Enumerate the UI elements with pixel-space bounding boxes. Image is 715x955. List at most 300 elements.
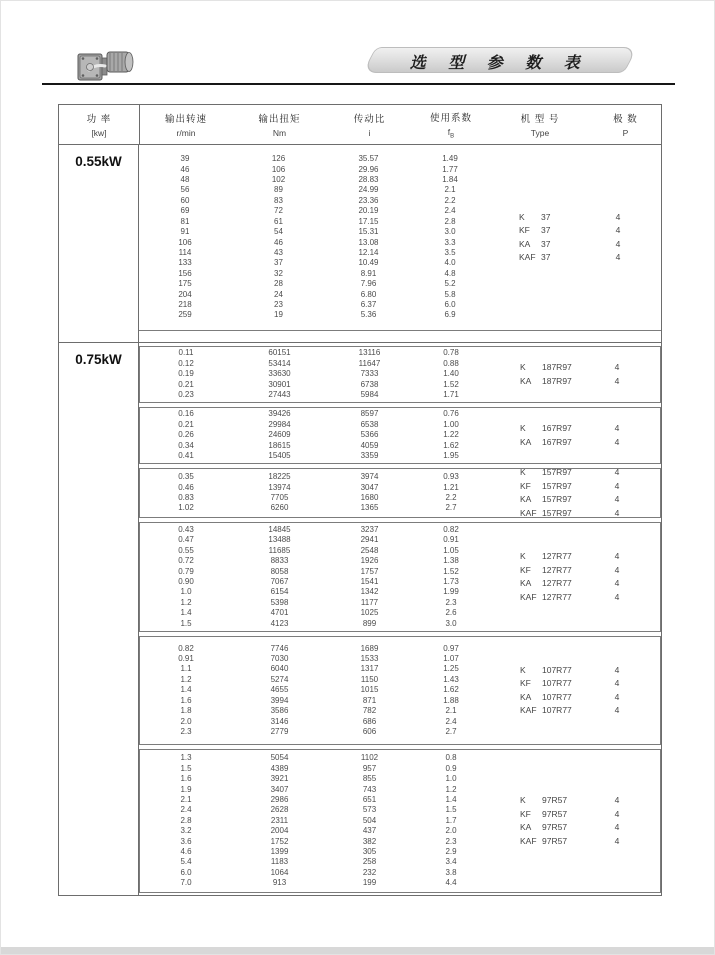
section-blocks (139, 145, 661, 342)
column-unit: Nm (272, 128, 287, 138)
table-row (140, 837, 492, 847)
poles-value: 4 (615, 238, 621, 249)
value-cell: 0.76 (443, 409, 459, 419)
model-size: 37 (541, 211, 551, 222)
block-rows (140, 523, 492, 631)
value-cell: 1689 (360, 643, 379, 653)
value-cell: 29.96 (358, 164, 379, 174)
model-size: 167R97 (542, 423, 572, 433)
table-row (139, 227, 491, 237)
value-cell: 1102 (360, 753, 379, 763)
model-size: 97R57 (542, 795, 568, 805)
block-rows (140, 469, 492, 517)
value-cell: 6.37 (360, 299, 377, 309)
value-cell: 4.8 (444, 268, 456, 278)
table-row (140, 878, 492, 888)
model-size: 37 (541, 238, 551, 249)
value-cell: 7333 (360, 369, 379, 379)
value-cell: 2.7 (445, 726, 457, 736)
value-cell: 13974 (268, 482, 291, 492)
model-prefix: KA (520, 375, 532, 386)
value-cell: 1.73 (443, 577, 459, 586)
value-cell: 5054 (270, 753, 289, 763)
value-cell: 12.14 (358, 247, 379, 257)
model-size: 157R97 (542, 494, 572, 504)
value-cell: 2.4 (180, 805, 192, 815)
poles-value: 4 (614, 578, 620, 588)
table-row (140, 654, 492, 664)
value-cell: 855 (362, 774, 377, 784)
value-cell: 5398 (270, 597, 289, 607)
value-cell: 6.9 (444, 310, 456, 320)
table-row (139, 258, 491, 268)
value-cell: 56 (180, 185, 190, 195)
model-prefix: K (520, 551, 526, 561)
poles-value: 4 (614, 480, 620, 491)
value-cell: 11685 (268, 545, 291, 555)
column-unit: [kw] (91, 128, 107, 138)
model-size: 187R97 (542, 375, 572, 386)
value-cell: 60 (180, 195, 190, 205)
model-prefix: K (520, 467, 526, 477)
model-size: 107R77 (542, 691, 572, 702)
value-cell: 2.1 (180, 794, 192, 804)
value-cell: 27443 (268, 390, 291, 400)
value-cell: 2004 (270, 826, 289, 836)
value-cell: 7030 (270, 654, 289, 664)
value-cell: 0.34 (178, 440, 194, 450)
data-block (139, 636, 661, 745)
value-cell: 4059 (360, 440, 379, 450)
column-label: 机 型 号 (520, 114, 560, 125)
value-cell: 2.4 (445, 716, 457, 726)
value-cell: 1.25 (443, 664, 459, 674)
value-cell: 1.21 (443, 482, 459, 492)
value-cell: 126 (271, 154, 286, 164)
table-row (140, 359, 492, 369)
column-unit: r/min (176, 128, 196, 138)
value-cell: 382 (362, 836, 377, 846)
value-cell: 0.8 (445, 753, 457, 763)
value-cell: 13.08 (358, 237, 379, 247)
type-row (492, 821, 660, 835)
model-prefix: KA (520, 691, 532, 702)
value-cell: 0.93 (443, 472, 459, 482)
column-unit: P (622, 128, 629, 138)
value-cell: 3586 (270, 706, 289, 716)
value-cell: 1.52 (443, 379, 459, 389)
value-cell: 7.96 (360, 279, 377, 289)
block-rows (140, 408, 492, 463)
value-cell: 957 (362, 763, 377, 773)
value-cell: 2.7 (445, 503, 457, 513)
type-row (492, 577, 660, 591)
value-cell: 1365 (360, 503, 379, 513)
type-list (491, 145, 661, 330)
value-cell: 3407 (270, 784, 289, 794)
value-cell: 1.2 (180, 597, 192, 607)
value-cell: 0.91 (443, 535, 459, 545)
value-cell: 69 (180, 206, 190, 216)
table-row (139, 185, 491, 195)
poles-value: 4 (615, 211, 621, 222)
table-row (140, 493, 492, 503)
table-row (140, 598, 492, 608)
value-cell: 3047 (360, 482, 379, 492)
type-row (492, 835, 660, 849)
value-cell: 2.8 (444, 216, 456, 226)
table-header-data-columns (140, 105, 661, 144)
value-cell: 1.5 (180, 763, 192, 773)
table-row (140, 696, 492, 706)
value-cell: 871 (362, 695, 377, 705)
table-row (140, 685, 492, 695)
value-cell: 2986 (270, 794, 289, 804)
value-cell: 61 (274, 216, 283, 226)
block-rows (140, 750, 492, 892)
model-size: 157R97 (542, 467, 572, 477)
poles-value: 4 (614, 564, 620, 575)
poles-value: 4 (614, 375, 620, 386)
poles-value: 4 (614, 494, 620, 504)
column-label: 功 率 (86, 114, 112, 125)
value-cell: 1.52 (443, 566, 459, 576)
value-cell: 651 (362, 794, 377, 804)
model-prefix: KF (520, 678, 531, 688)
value-cell: 2.8 (180, 815, 192, 825)
value-cell: 6040 (270, 664, 289, 674)
model-size: 107R77 (542, 678, 572, 688)
table-row (140, 805, 492, 815)
value-cell: 1.88 (443, 695, 459, 705)
model-size: 37 (541, 225, 551, 235)
value-cell: 2.4 (444, 206, 456, 216)
data-block (139, 749, 661, 893)
value-cell: 106 (271, 164, 286, 174)
value-cell: 1.84 (442, 175, 458, 185)
data-block (139, 407, 661, 464)
model-size: 167R97 (542, 436, 572, 447)
value-cell: 0.26 (178, 430, 194, 440)
value-cell: 72 (274, 206, 283, 216)
type-row (492, 436, 660, 450)
page-title-banner (362, 47, 638, 73)
poles-value: 4 (614, 591, 620, 602)
value-cell: 1.62 (443, 440, 459, 450)
table-row (140, 727, 492, 737)
value-cell: 0.91 (178, 654, 194, 664)
value-cell: 437 (362, 826, 377, 836)
poles-value: 4 (614, 423, 620, 433)
column-header-type (490, 111, 590, 138)
type-list (492, 523, 660, 631)
value-cell: 1342 (360, 587, 379, 597)
column-header-speed (140, 111, 232, 138)
value-cell: 1.40 (443, 369, 459, 379)
value-cell: 7067 (270, 577, 289, 586)
column-label: 传动比 (353, 114, 386, 125)
value-cell: 0.88 (443, 358, 459, 368)
value-cell: 15405 (268, 451, 291, 461)
type-list (492, 637, 660, 744)
model-size: 157R97 (542, 507, 572, 518)
type-list (492, 347, 660, 402)
value-cell: 20.19 (358, 206, 379, 216)
gearmotor-logo-image (75, 44, 139, 86)
poles-value: 4 (614, 795, 620, 805)
value-cell: 218 (178, 299, 192, 309)
power-section-075kw (59, 342, 661, 895)
model-prefix: KAF (520, 835, 537, 846)
value-cell: 1.0 (180, 587, 192, 597)
value-cell: 13488 (268, 535, 291, 545)
model-prefix: KA (520, 494, 532, 504)
value-cell: 1926 (360, 556, 379, 566)
model-prefix: KAF (519, 252, 536, 262)
table-row (140, 535, 492, 545)
model-prefix: KF (520, 808, 531, 819)
model-prefix: KF (520, 480, 531, 491)
table-row (140, 826, 492, 836)
poles-value: 4 (614, 835, 620, 846)
value-cell: 2548 (360, 545, 379, 555)
value-cell: 1015 (360, 685, 379, 695)
model-prefix: KA (520, 436, 532, 447)
value-cell: 1.4 (445, 794, 457, 804)
table-row (140, 753, 492, 763)
table-row (140, 503, 492, 513)
value-cell: 258 (362, 857, 377, 867)
table-header (59, 105, 661, 145)
value-cell: 35.57 (358, 154, 379, 164)
table-row (140, 380, 492, 390)
value-cell: 1064 (270, 867, 289, 877)
value-cell: 3.5 (444, 247, 456, 257)
table-row (140, 608, 492, 618)
poles-value: 4 (614, 467, 620, 477)
value-cell: 18225 (268, 472, 291, 482)
value-cell: 83 (274, 195, 283, 205)
value-cell: 5.4 (180, 857, 192, 867)
value-cell: 28 (274, 279, 283, 289)
value-cell: 1.1 (180, 664, 192, 674)
value-cell: 1.7 (445, 815, 457, 825)
value-cell: 3146 (270, 716, 289, 726)
table-row (140, 577, 492, 587)
power-rating-label: 0.55kW (59, 145, 139, 342)
value-cell: 102 (271, 175, 286, 185)
table-row (140, 483, 492, 493)
value-cell: 1752 (270, 836, 289, 846)
value-cell: 43 (274, 247, 283, 257)
value-cell: 2.1 (445, 706, 457, 716)
value-cell: 37 (274, 258, 283, 268)
value-cell: 5274 (270, 674, 289, 684)
value-cell: 3359 (360, 451, 379, 461)
value-cell: 1.4 (180, 685, 192, 695)
type-row (492, 794, 660, 808)
value-cell: 1.5 (180, 618, 192, 628)
value-cell: 91 (180, 227, 190, 237)
value-cell: 24.99 (358, 185, 379, 195)
poles-value: 4 (614, 705, 620, 715)
table-row (139, 290, 491, 300)
model-prefix: K (519, 211, 525, 222)
poles-value: 4 (614, 551, 620, 561)
model-prefix: KAF (520, 705, 537, 715)
value-cell: 39 (180, 154, 190, 164)
block-rows (140, 637, 492, 744)
value-cell: 305 (362, 847, 377, 857)
model-prefix: KF (520, 564, 531, 575)
value-cell: 4.0 (444, 258, 456, 268)
poles-value: 4 (614, 822, 620, 832)
table-row (140, 451, 492, 461)
value-cell: 4.6 (180, 847, 192, 857)
type-row (492, 466, 660, 480)
value-cell: 1150 (360, 674, 379, 684)
power-section-055kw (59, 145, 661, 342)
value-cell: 1.99 (443, 587, 459, 597)
value-cell: 1.02 (178, 503, 194, 513)
type-row (492, 493, 660, 507)
value-cell: 0.83 (178, 493, 194, 502)
value-cell: 0.46 (178, 482, 194, 492)
value-cell: 1317 (360, 664, 379, 674)
value-cell: 1.4 (180, 608, 192, 618)
value-cell: 0.47 (178, 535, 194, 545)
column-label: 输出转速 (164, 114, 207, 125)
value-cell: 1.0 (445, 774, 457, 784)
value-cell: 2.3 (180, 726, 192, 736)
value-cell: 133 (178, 258, 192, 268)
value-cell: 3.6 (180, 836, 192, 846)
value-cell: 28.83 (358, 175, 379, 185)
value-cell: 204 (178, 289, 192, 299)
type-row (491, 211, 661, 225)
value-cell: 1.6 (180, 695, 192, 705)
value-cell: 0.82 (443, 524, 459, 534)
value-cell: 8597 (360, 409, 379, 419)
value-cell: 1399 (270, 847, 289, 857)
value-cell: 46 (274, 237, 283, 247)
value-cell: 175 (178, 279, 192, 289)
value-cell: 782 (362, 706, 377, 716)
power-rating-label: 0.75kW (59, 343, 139, 895)
table-row (140, 409, 492, 419)
value-cell: 114 (178, 247, 192, 257)
value-cell: 743 (362, 784, 377, 794)
value-cell: 19 (274, 310, 283, 320)
value-cell: 60151 (268, 348, 291, 358)
table-row (140, 420, 492, 430)
value-cell: 0.23 (178, 390, 194, 400)
value-cell: 1.8 (180, 706, 192, 716)
value-cell: 2.2 (444, 195, 456, 205)
value-cell: 3.0 (445, 618, 457, 628)
value-cell: 504 (362, 815, 377, 825)
value-cell: 1.22 (443, 430, 459, 440)
value-cell: 2.1 (444, 185, 456, 195)
type-row (492, 677, 660, 691)
column-unit: Type (530, 128, 550, 138)
value-cell: 5984 (360, 390, 379, 400)
value-cell: 0.43 (178, 524, 194, 534)
value-cell: 3921 (270, 774, 289, 784)
table-row (140, 706, 492, 716)
column-unit: $f_B$ (447, 126, 455, 140)
selection-parameter-table (58, 104, 662, 896)
value-cell: 0.12 (178, 358, 194, 368)
poles-value: 4 (614, 664, 620, 675)
value-cell: 0.9 (445, 763, 457, 773)
value-cell: 13116 (358, 348, 381, 358)
value-cell: 1680 (360, 493, 379, 502)
table-row (140, 868, 492, 878)
value-cell: 33630 (268, 369, 291, 379)
value-cell: 2.2 (445, 493, 457, 502)
value-cell: 0.90 (178, 577, 194, 586)
table-row (140, 764, 492, 774)
type-row (492, 480, 660, 494)
type-row (492, 564, 660, 578)
value-cell: 46 (180, 164, 190, 174)
model-size: 97R57 (542, 808, 568, 819)
table-row (140, 430, 492, 440)
value-cell: 89 (274, 185, 283, 195)
model-size: 127R77 (542, 578, 572, 588)
type-row (492, 691, 660, 705)
value-cell: 1.05 (443, 545, 459, 555)
value-cell: 3237 (360, 524, 379, 534)
model-size: 127R77 (542, 551, 572, 561)
model-size: 37 (541, 252, 551, 262)
column-header-ratio (327, 111, 412, 138)
page-title: 选 型 参 数 表 (409, 55, 589, 72)
poles-value: 4 (615, 225, 621, 235)
table-row (139, 206, 491, 216)
table-row (139, 238, 491, 248)
model-prefix: KF (519, 225, 530, 235)
value-cell: 29984 (268, 419, 291, 429)
block-rows (140, 347, 492, 402)
table-row (140, 525, 492, 535)
type-row (492, 808, 660, 822)
poles-value: 4 (614, 678, 620, 688)
type-row (492, 591, 660, 605)
value-cell: 6154 (270, 587, 289, 597)
value-cell: 11647 (358, 358, 381, 368)
value-cell: 3.0 (444, 227, 456, 237)
model-prefix: K (520, 664, 526, 675)
table-row (139, 279, 491, 289)
type-row (491, 251, 661, 265)
type-row (491, 238, 661, 252)
data-block (139, 346, 661, 403)
value-cell: 0.21 (178, 419, 194, 429)
value-cell: 1.62 (443, 685, 459, 695)
column-header-service-factor (412, 110, 490, 140)
table-row (140, 847, 492, 857)
value-cell: 0.19 (178, 369, 194, 379)
value-cell: 6738 (360, 379, 379, 389)
value-cell: 199 (362, 878, 377, 888)
page-footer-bar (1, 947, 714, 954)
model-size: 127R77 (542, 591, 572, 602)
value-cell: 4.4 (445, 878, 457, 888)
header-rule (42, 83, 675, 85)
value-cell: 606 (362, 726, 377, 736)
